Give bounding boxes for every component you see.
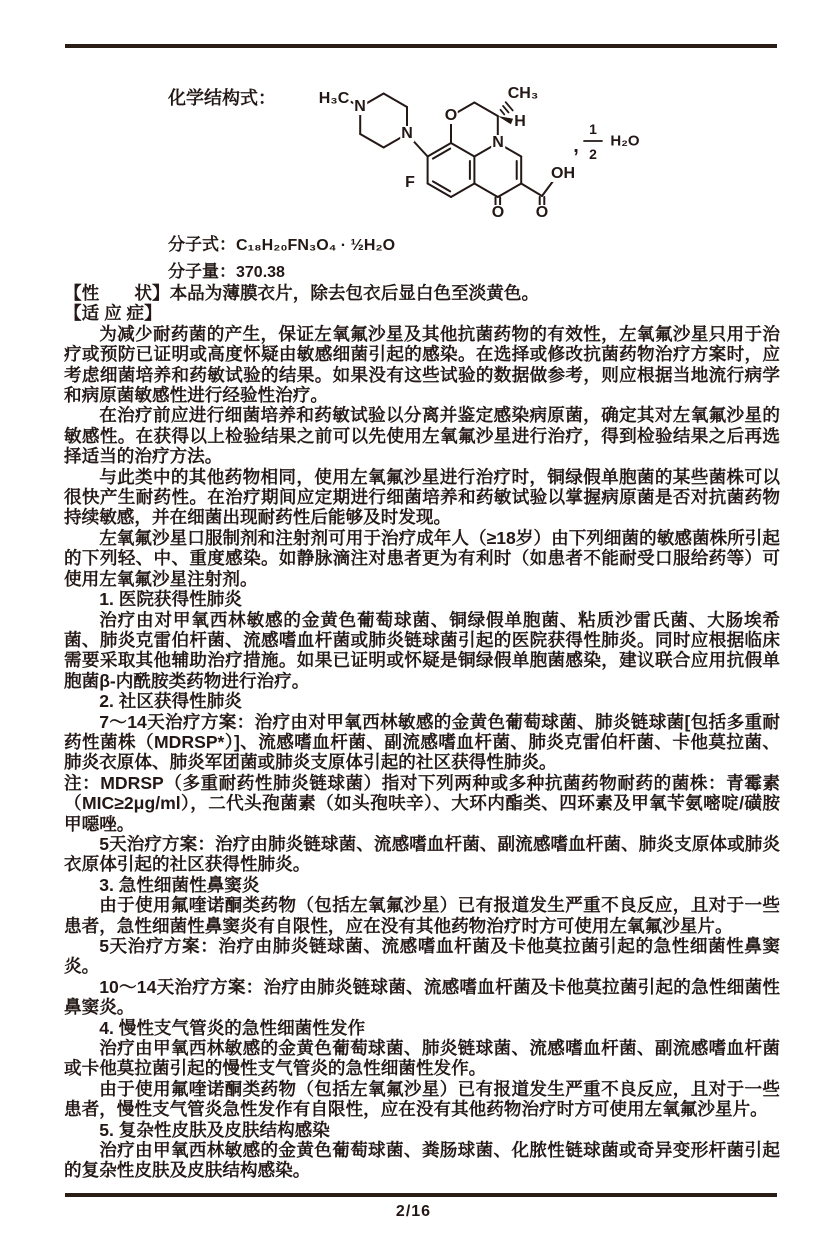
subsection-heading-community-pneumonia: 2. 社区获得性肺炎 — [99, 691, 242, 712]
paragraph: 由于使用氟喹诺酮类药物（包括左氧氟沙星）已有报道发生严重不良反应，且对于一些患者，慢性支气管炎急性发作有自限性，应在没有其他药物治疗时方可使用左氧氟沙星片。 — [64, 1078, 780, 1120]
paragraph: 在治疗前应进行细菌培养和药敏试验以分离并鉴定感染病原菌，确定其对左氧氟沙星的敏感性。在获得以上检验结果之前可以先使用左氧氟沙星进行治疗，得到检验结果之后再选择适当的治疗方法。 — [64, 405, 780, 467]
paragraph: 5天治疗方案：治疗由肺炎链球菌、流感嗜血杆菌、副流感嗜血杆菌、肺炎支原体或肺炎衣原体引起的社区获得性肺炎。 — [64, 833, 780, 875]
hydrate-fraction-numerator: 1 — [589, 121, 597, 137]
property-section-line: 【性 状】本品为薄膜衣片，除去包衣后显白色至淡黄色。 — [64, 283, 540, 303]
paragraph: 治疗由对甲氧西林敏感的金黄色葡萄球菌、铜绿假单胞菌、粘质沙雷氏菌、大肠埃希菌、肺炎克雷伯杆菌、流感嗜血杆菌或肺炎链球菌引起的医院获得性肺炎。同时应根据临床需要采取其他辅助治疗措施。如果已证明或怀疑是铜绿假单胞菌感染，建议联合应用抗假单胞菌β-内酰胺类药物进行治疗。 — [64, 609, 780, 691]
atom-label-oh: OH — [551, 165, 575, 182]
paragraph: 治疗由甲氧西林敏感的金黄色葡萄球菌、粪肠球菌、化脓性链球菌或奇异变形杆菌引起的复杂性皮肤及皮肤结构感染。 — [64, 1140, 780, 1181]
atom-label-n-core: N — [492, 134, 504, 151]
top-divider — [65, 44, 777, 48]
subsection-heading-hospital-pneumonia: 1. 医院获得性肺炎 — [99, 589, 242, 610]
indications-section-header: 【适 应 症】 — [64, 303, 162, 324]
paragraph: 与此类中的其他药物相同，使用左氧氟沙星进行治疗时，铜绿假单胞菌的某些菌株可以很快产生耐药性。在治疗期间应定期进行细菌培养和药敏试验以掌握病原菌是否对抗菌药物持续敏感，并在细菌出现耐药性后能够及时发现。 — [64, 466, 780, 528]
molecular-weight-value: 370.38 — [236, 264, 285, 281]
paragraph: 左氧氟沙星口服制剂和注射剂可用于治疗成年人（≥18岁）由下列细菌的敏感菌株所引起的下列轻、中、重度感染。如静脉滴注对患者更为有利时（如患者不能耐受口服给药等）可使用左氧氟沙星注射剂。 — [64, 527, 780, 589]
molecular-formula-value: C₁₈H₂₀FN₃O₄ · ½H₂O — [236, 237, 396, 254]
atom-label-n-piperazine-bottom: N — [401, 125, 413, 142]
paragraph: 治疗由甲氧西林敏感的金黄色葡萄球菌、肺炎链球菌、流感嗜血杆菌、副流感嗜血杆菌或卡他莫拉菌引起的慢性支气管炎的急性细菌性发作。 — [64, 1038, 780, 1079]
subsection-heading-skin-infection: 5. 复杂性皮肤及皮肤结构感染 — [99, 1119, 330, 1140]
hydrate-water-label: H₂O — [610, 132, 640, 150]
atom-label-h3c: H₃C — [318, 90, 350, 107]
molecular-formula-label: 分子式： — [168, 235, 236, 254]
paragraph: 由于使用氟喹诺酮类药物（包括左氧氟沙星）已有报道发生严重不良反应，且对于一些患者，急性细菌性鼻窦炎有自限性，应在没有其他药物治疗时方可使用左氧氟沙星片。 — [64, 895, 780, 936]
atom-label-o-ketone: O — [491, 204, 505, 221]
paragraph: 5天治疗方案：治疗由肺炎链球菌、流感嗜血杆菌及卡他莫拉菌引起的急性细菌性鼻窦炎。 — [64, 936, 780, 977]
bottom-divider — [65, 1193, 777, 1197]
molecular-weight-label: 分子量： — [168, 262, 236, 281]
atom-label-h-stereo: H — [514, 113, 526, 130]
molecular-weight-row — [168, 257, 285, 282]
paragraph: 10～14天治疗方案：治疗由肺炎链球菌、流感嗜血杆菌及卡他莫拉菌引起的急性细菌性鼻窦炎。 — [64, 976, 780, 1018]
atom-label-o-ring: O — [444, 107, 458, 124]
subsection-heading-sinusitis: 3. 急性细菌性鼻窦炎 — [99, 874, 260, 895]
note-paragraph: 注：MDRSP（多重耐药性肺炎链球菌）指对下列两种或多种抗菌药物耐药的菌株：青霉素（MIC≥2μg/ml），二代头孢菌素（如头孢呋辛）、大环内酯类、四环素及甲氧苄氨嘧啶/磺胺甲噁唑。 — [64, 772, 780, 834]
body-text — [64, 283, 780, 1181]
paragraph: 7～14天治疗方案：治疗由对甲氧西林敏感的金黄色葡萄球菌、肺炎链球菌[包括多重耐药性菌株（MDRSP*）]、流感嗜血杆菌、副流感嗜血杆菌、肺炎克雷伯杆菌、卡他莫拉菌、肺炎衣原体、肺炎军团菌或肺炎支原体引起的社区获得性肺炎。 — [64, 711, 780, 773]
atom-label-ch3: CH₃ — [507, 85, 539, 102]
atom-label-f: F — [405, 174, 415, 191]
chemical-structure-diagram — [315, 82, 655, 225]
paragraph: 为减少耐药菌的产生，保证左氧氟沙星及其他抗菌药物的有效性，左氧氟沙星只用于治疗或预防已证明或高度怀疑由敏感细菌引起的感染。在选择或修改抗菌药物治疗方案时，应考虑细菌培养和药敏试验的结果。如果没有这些试验的数据做参考，则应根据当地流行病学和病原菌敏感性进行经验性治疗。 — [64, 323, 780, 406]
subsection-heading-bronchitis: 4. 慢性支气管炎的急性细菌性发作 — [99, 1017, 366, 1038]
page-number: 2/16 — [395, 1203, 432, 1220]
molecular-formula-row — [168, 230, 395, 255]
hydrate-fraction-denominator: 2 — [589, 146, 597, 162]
atom-label-o-acid: O — [535, 204, 549, 221]
atom-label-n-piperazine-top: N — [354, 98, 366, 115]
structure-section-label: 化学结构式： — [168, 88, 276, 108]
hydrate-comma: , — [573, 135, 579, 157]
